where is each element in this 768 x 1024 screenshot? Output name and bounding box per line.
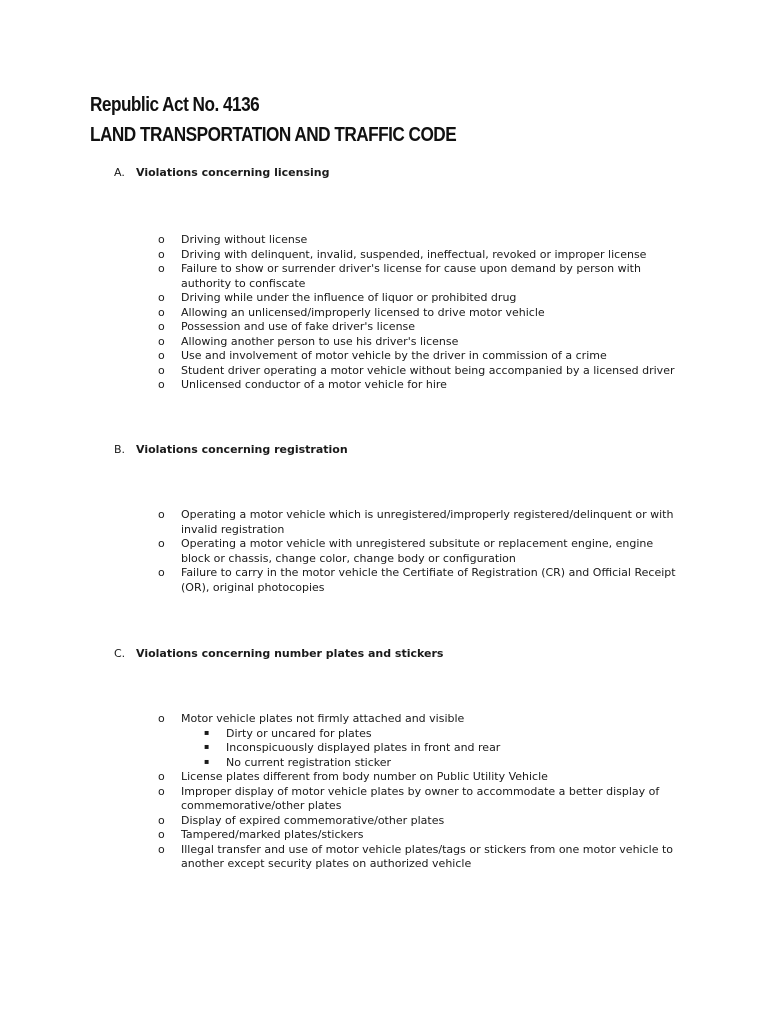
list-item	[0, 248, 681, 263]
document-subtitle: LAND TRANSPORTATION AND TRAFFIC CODE	[90, 124, 457, 146]
list-item-text: Allowing an unlicensed/improperly licensed to drive motor vehicle	[181, 305, 545, 319]
list-item-text: Student driver operating a motor vehicle without being accompanied by a licensed driver	[181, 363, 675, 377]
list-item-text: Use and involvement of motor vehicle by the driver in commission of a crime	[181, 349, 607, 362]
circle-bullet-icon: o	[158, 770, 165, 783]
sub-list-item	[0, 741, 681, 756]
list-item	[0, 566, 681, 595]
square-bullet-icon: ▪	[204, 742, 210, 751]
list-item-text: Operating a motor vehicle with unregistered subsitute or replacement engine, engine block or chassis, change color, change body or configuration	[181, 537, 654, 565]
list-item	[0, 364, 681, 379]
list-item-text: Motor vehicle plates not firmly attached and visible	[181, 712, 465, 725]
list-item-text: Driving while under the influence of liquor or prohibited drug	[181, 291, 517, 304]
list-item-text: Driving with delinquent, invalid, suspended, ineffectual, revoked or improper license	[181, 247, 647, 261]
violation-list	[0, 233, 681, 393]
list-item-text: Illegal transfer and use of motor vehicle plates/tags or stickers from one motor vehicle to another except security plates on authorized vehicle	[181, 842, 674, 870]
list-item	[0, 335, 681, 350]
circle-bullet-icon: o	[158, 233, 165, 246]
circle-bullet-icon: o	[158, 320, 165, 333]
circle-bullet-icon: o	[158, 378, 165, 391]
list-item-text: Allowing another person to use his driver's license	[181, 334, 459, 348]
list-item-text: Operating a motor vehicle which is unregistered/improperly registered/delinquent or with invalid registration	[181, 508, 674, 536]
list-item	[0, 785, 681, 814]
circle-bullet-icon: o	[158, 291, 165, 304]
list-item-text: Driving without license	[181, 233, 308, 246]
list-item	[0, 537, 681, 566]
document-title: Republic Act No. 4136	[90, 94, 260, 116]
section-heading	[114, 647, 443, 661]
list-item-text: Dirty or uncared for plates	[226, 726, 372, 740]
list-item	[0, 320, 681, 335]
section-heading	[114, 443, 348, 457]
section-letter: C.	[114, 647, 126, 660]
list-item	[0, 770, 681, 785]
list-item-text: Unlicensed conductor of a motor vehicle for hire	[181, 378, 447, 391]
section-title: Violations concerning registration	[136, 443, 348, 456]
list-item-text: No current registration sticker	[226, 755, 392, 769]
violation-list	[0, 712, 681, 872]
circle-bullet-icon: o	[158, 828, 165, 841]
circle-bullet-icon: o	[158, 813, 165, 827]
list-item	[0, 262, 681, 291]
list-item-text: License plates different from body number on Public Utility Vehicle	[181, 770, 548, 783]
list-item-text: Possession and use of fake driver's license	[181, 320, 416, 333]
list-item	[0, 843, 681, 872]
square-bullet-icon: ▪	[204, 756, 210, 766]
list-item-text: Failure to carry in the motor vehicle the Certifiate of Registration (CR) and Official Receipt (OR), original photocopies	[181, 566, 676, 594]
violation-list	[0, 508, 681, 595]
circle-bullet-icon: o	[158, 842, 165, 856]
section-title: Violations concerning number plates and stickers	[136, 647, 444, 660]
circle-bullet-icon: o	[158, 334, 165, 348]
section-letter: B.	[114, 443, 126, 456]
list-item	[0, 306, 681, 321]
circle-bullet-icon: o	[158, 537, 165, 550]
list-item-text: Display of expired commemorative/other plates	[181, 813, 445, 827]
section-letter: A.	[114, 166, 125, 179]
circle-bullet-icon: o	[158, 508, 165, 521]
list-item	[0, 349, 681, 364]
circle-bullet-icon: o	[158, 247, 165, 261]
list-item	[0, 378, 681, 393]
list-item-text: Failure to show or surrender driver's license for cause upon demand by person with authority to confiscate	[181, 262, 641, 290]
section-heading	[114, 166, 329, 180]
circle-bullet-icon: o	[158, 349, 165, 362]
circle-bullet-icon: o	[158, 712, 165, 725]
circle-bullet-icon: o	[158, 305, 165, 319]
circle-bullet-icon: o	[158, 784, 165, 798]
list-item	[0, 814, 681, 829]
sub-list-item	[0, 727, 681, 742]
square-bullet-icon: ▪	[204, 727, 210, 737]
list-item	[0, 712, 681, 727]
list-item	[0, 508, 681, 537]
sub-list-item	[0, 756, 681, 771]
list-item-text: Improper display of motor vehicle plates by owner to accommodate a better display of commemorative/other plates	[181, 784, 660, 812]
section-title: Violations concerning licensing	[136, 166, 330, 179]
list-item	[0, 233, 681, 248]
list-item-text: Tampered/marked plates/stickers	[181, 828, 364, 841]
circle-bullet-icon: o	[158, 566, 165, 579]
list-item-text: Inconspicuously displayed plates in front and rear	[226, 741, 501, 754]
list-item	[0, 828, 681, 843]
circle-bullet-icon: o	[158, 262, 165, 275]
circle-bullet-icon: o	[158, 363, 165, 377]
list-item	[0, 291, 681, 306]
